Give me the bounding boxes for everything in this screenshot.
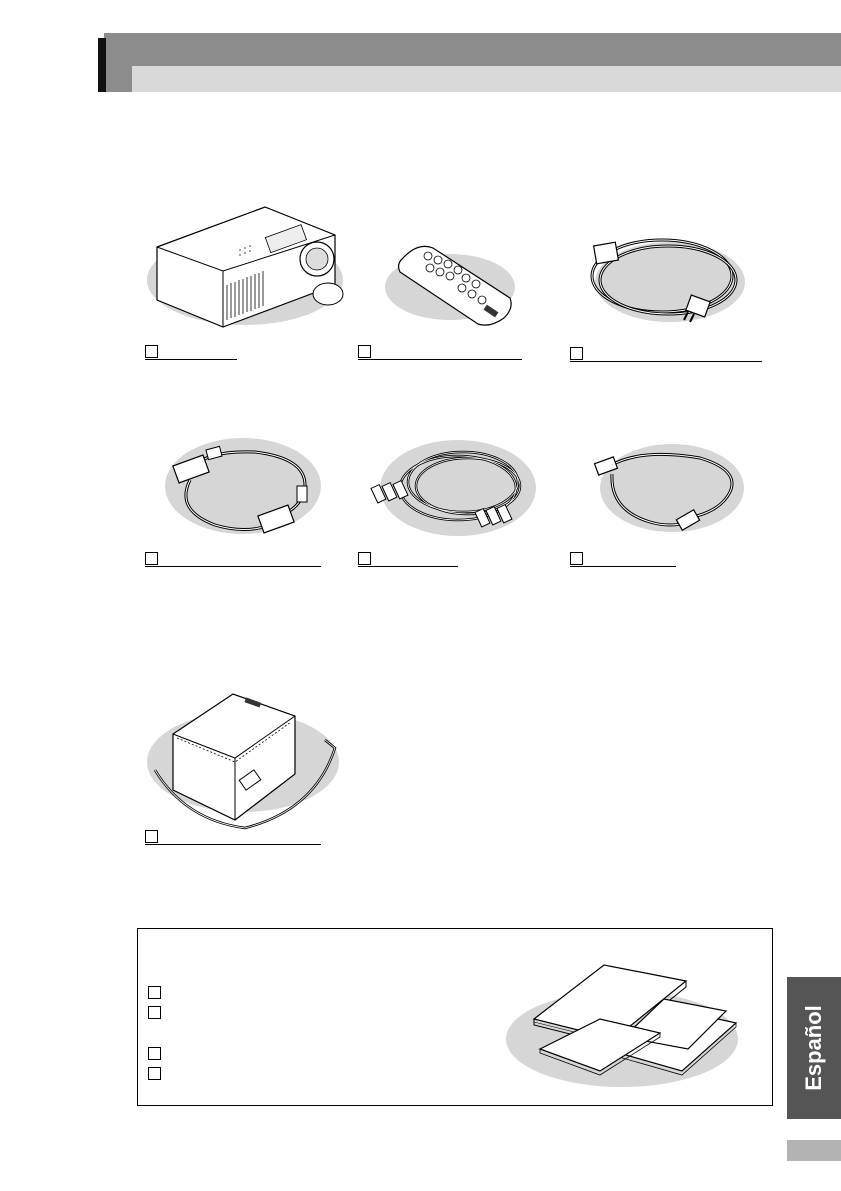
language-tab <box>787 977 841 1119</box>
item-av-cable <box>358 430 536 580</box>
vga-cable-icon <box>145 430 323 545</box>
checkbox[interactable] <box>570 552 583 565</box>
item-caption <box>570 552 676 567</box>
language-tab-label: Español <box>801 1005 826 1091</box>
header-subbar <box>132 66 841 92</box>
checkbox[interactable] <box>145 830 158 843</box>
checkbox[interactable] <box>570 347 583 360</box>
carrying-case-icon <box>145 690 345 830</box>
item-computer-cable <box>145 430 323 580</box>
item-caption <box>358 345 522 360</box>
checkbox[interactable] <box>148 986 161 999</box>
item-projector <box>145 205 345 375</box>
item-usb-cable <box>570 430 748 580</box>
item-caption <box>145 830 321 845</box>
checkbox[interactable] <box>145 345 158 358</box>
checkbox[interactable] <box>148 1047 161 1060</box>
remote-control-icon <box>358 220 528 335</box>
item-caption <box>145 552 321 567</box>
item-caption <box>570 347 762 362</box>
power-cable-icon <box>570 222 765 332</box>
header-shade <box>104 66 132 92</box>
checkbox[interactable] <box>145 552 158 565</box>
item-caption <box>145 345 237 360</box>
item-remote-control <box>358 220 528 375</box>
page-number-tab <box>787 1140 841 1161</box>
checkbox[interactable] <box>358 552 371 565</box>
usb-cable-icon <box>570 430 748 545</box>
item-caption <box>358 552 458 567</box>
manuals-icon <box>504 961 740 1091</box>
checkbox[interactable] <box>148 1067 161 1080</box>
header-marker <box>98 38 106 92</box>
checkbox[interactable] <box>148 1006 161 1019</box>
documents-box <box>137 928 773 1106</box>
projector-icon <box>145 205 345 340</box>
av-cable-icon <box>358 430 536 545</box>
checkbox[interactable] <box>358 345 371 358</box>
item-power-cable <box>570 222 765 377</box>
item-carrying-case <box>145 690 345 855</box>
header-bar <box>104 33 841 66</box>
